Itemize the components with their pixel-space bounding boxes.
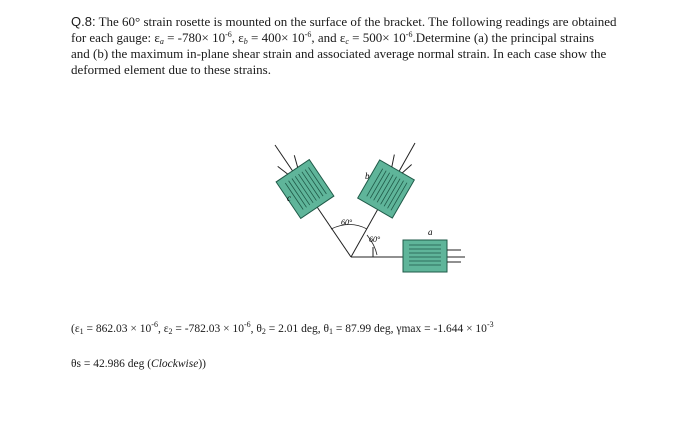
angle-label-2: 60° — [369, 235, 381, 244]
strain-gauge-a — [403, 240, 461, 272]
strain-rosette-figure — [255, 135, 487, 280]
question-line-1: Q.8: The 60° strain rosette is mounted on the surface of the bracket. The following readings are obtained — [71, 14, 617, 29]
answer-line-1: ($\varepsilon_1 = 862.03 \times 10^{-6}$, $\varepsilon_2 = -782.03 \times 10^{-6}$, $\theta_2 = 2.01$ deg, $\theta_1 = 87.99$ deg, $\gamma\max = -1.644 \times 10^{-3}$ — [71, 320, 494, 336]
angle-label-1: 60° — [341, 218, 353, 227]
answer-line-2: θs = 42.986 deg (Clockwise)) — [71, 358, 206, 370]
question-text — [71, 14, 669, 78]
strain-gauge-c — [269, 150, 333, 219]
question-line-4: deformed element due to these strains. — [71, 62, 271, 77]
strain-gauge-b — [358, 150, 421, 218]
question-line-2: for each gauge: $\varepsilon_a = -780\times 10^{-6}$, $\varepsilon_b = 400\times 10^{-6}$, and $\varepsilon_c = 500\times$ $10^{-6}.Determine$ (a) the principal strains — [71, 30, 595, 46]
label-b: b — [365, 171, 370, 181]
label-c: c — [287, 193, 291, 203]
label-a: a — [428, 227, 433, 237]
question-number: Q.8: — [71, 14, 96, 29]
question-line-3: and (b) the maximum in-plane shear strain and associated average normal strain. In each case show the — [71, 46, 607, 61]
